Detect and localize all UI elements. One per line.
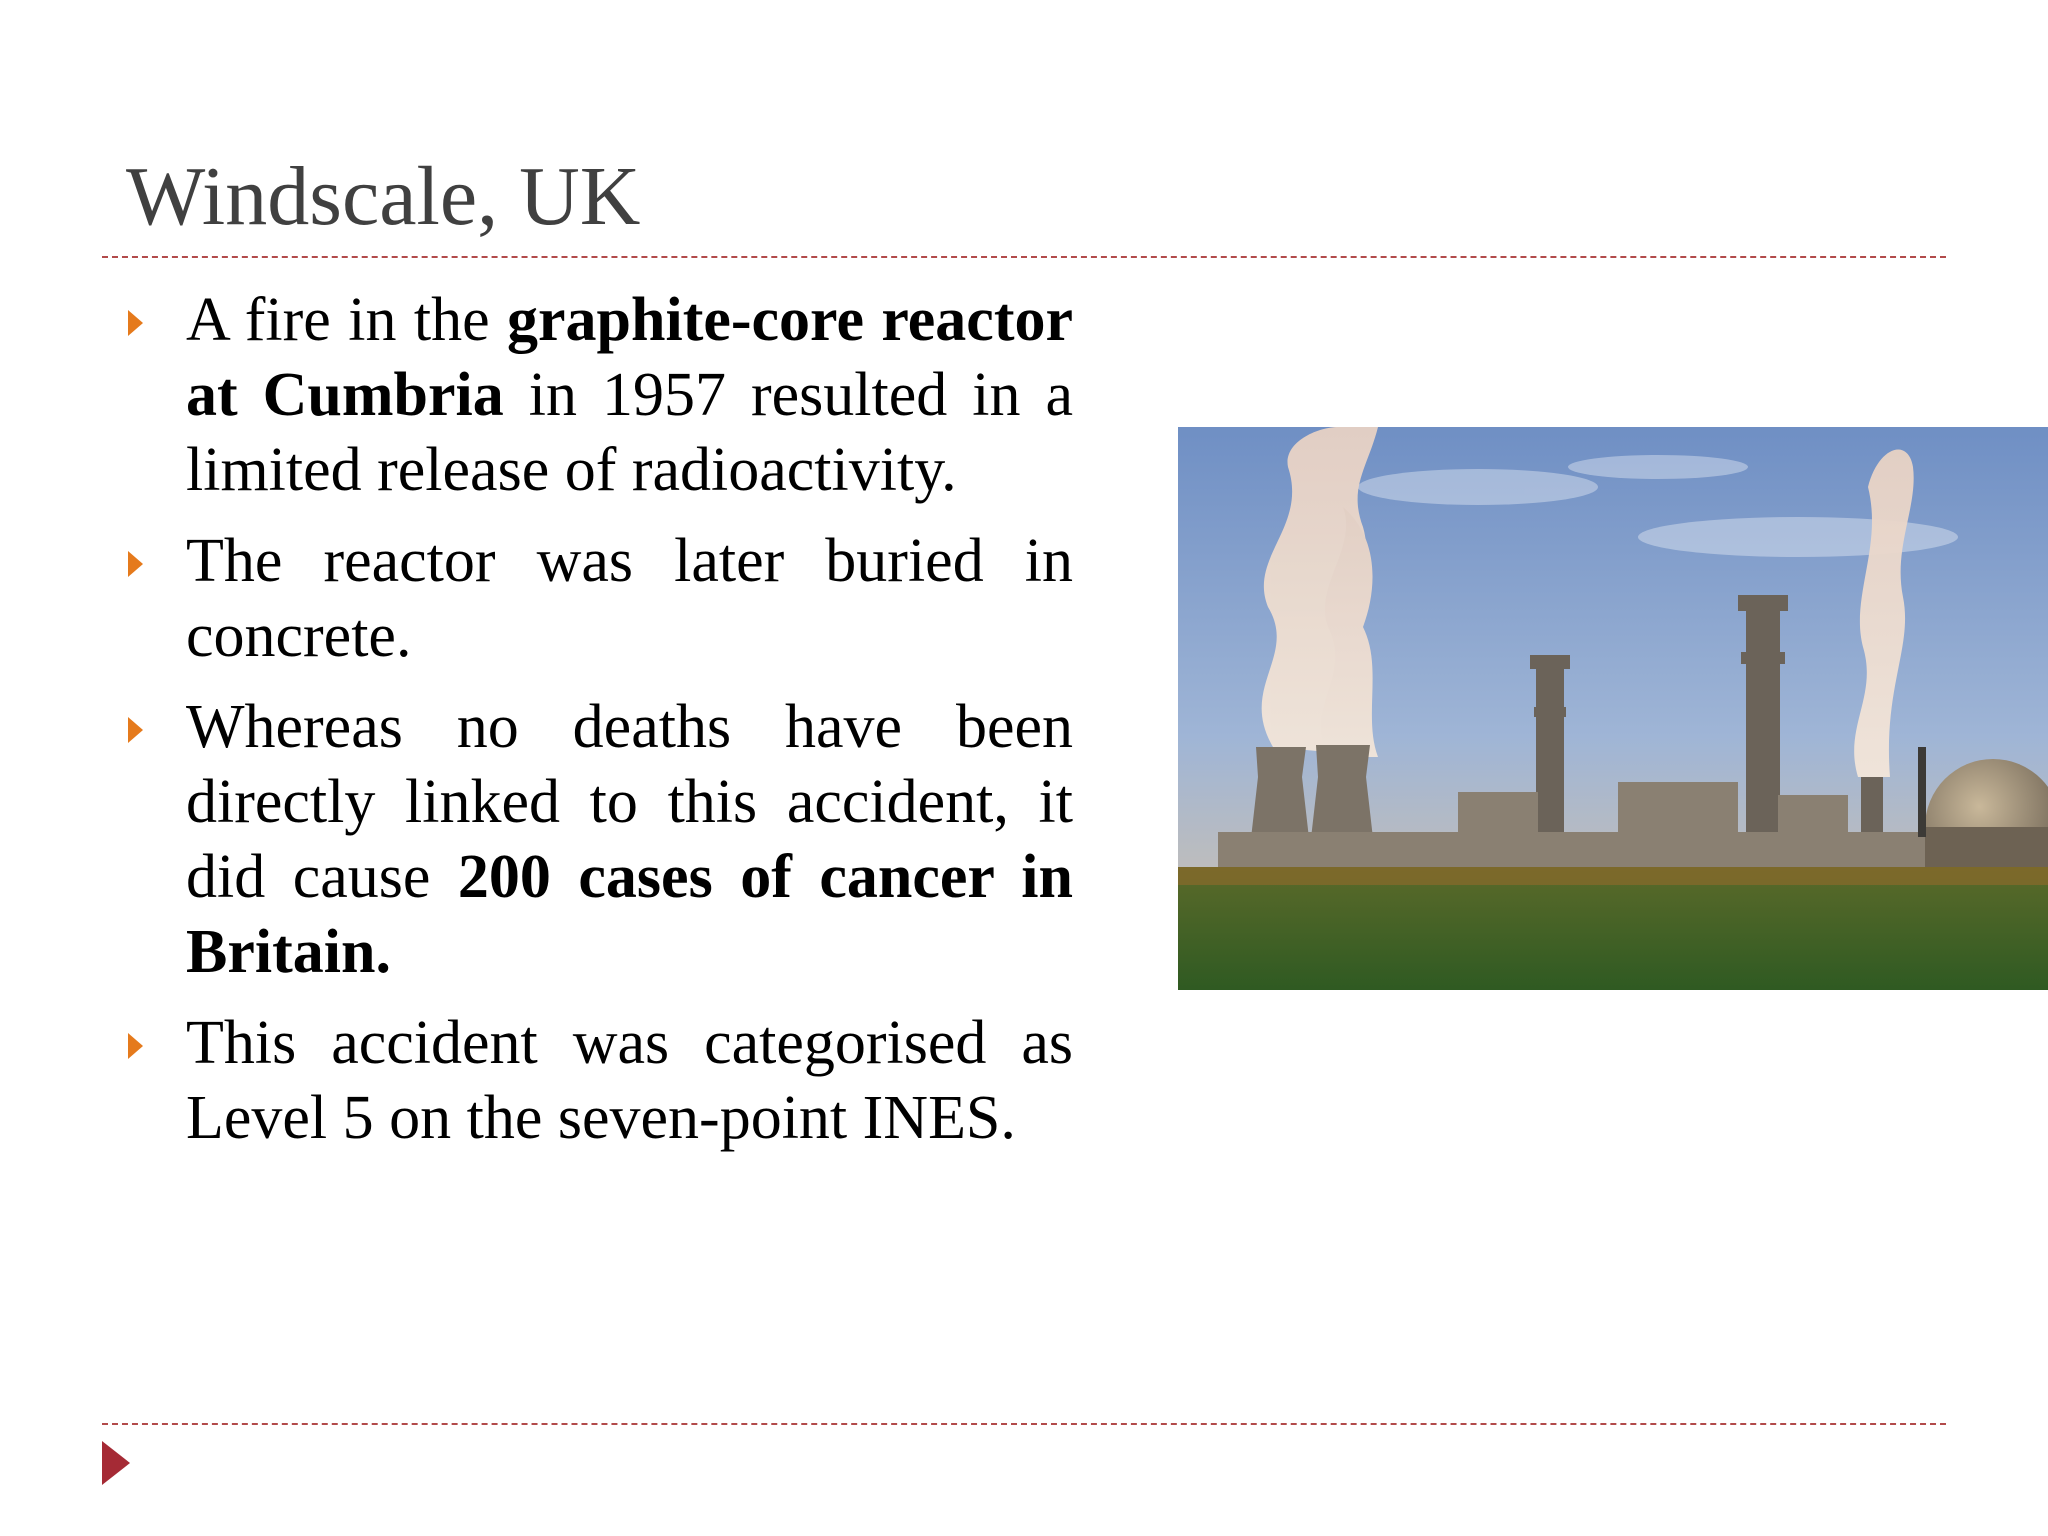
title-divider — [102, 256, 1946, 258]
bullet-text — [186, 1009, 1073, 1152]
bullet-list — [118, 283, 1073, 1172]
fence-line — [1178, 867, 2048, 885]
bullet-item — [118, 690, 1073, 990]
bullet-text-part: The reactor was later buried in concrete. — [186, 527, 1073, 670]
grass-field — [1178, 867, 2048, 990]
bullet-text-part: This accident was categorised as Level 5 on the seven-point INES. — [186, 1009, 1073, 1152]
bullet-item — [118, 1006, 1073, 1156]
bullet-text-part: A fire in the — [186, 286, 508, 354]
next-slide-arrow-icon[interactable] — [102, 1441, 130, 1485]
orange-triangle-bullet-icon — [128, 717, 143, 743]
windscale-plant-illustration — [1178, 427, 2048, 990]
footer-divider — [102, 1423, 1946, 1425]
bullet-text — [186, 693, 1073, 986]
bullet-text-bold: graphite-core reactor at Cumbria — [186, 286, 1073, 429]
bullet-text-bold: 200 cases of cancer in Britain. — [186, 843, 1073, 986]
bullet-text-part: in 1957 resulted in a limited release of radioactivity. — [186, 361, 1074, 504]
orange-triangle-bullet-icon — [128, 1033, 143, 1059]
bullet-text — [186, 286, 1073, 504]
orange-triangle-bullet-icon — [128, 310, 143, 336]
bullet-text-part: Whereas no deaths have been directly linked to this accident, it did cause — [186, 693, 1073, 911]
windscale-plant-photo — [1178, 427, 2048, 990]
slide-title: Windscale, UK — [126, 150, 641, 243]
bullet-item — [118, 524, 1073, 674]
bullet-item — [118, 283, 1073, 508]
orange-triangle-bullet-icon — [128, 551, 143, 577]
bullet-text — [186, 527, 1073, 670]
